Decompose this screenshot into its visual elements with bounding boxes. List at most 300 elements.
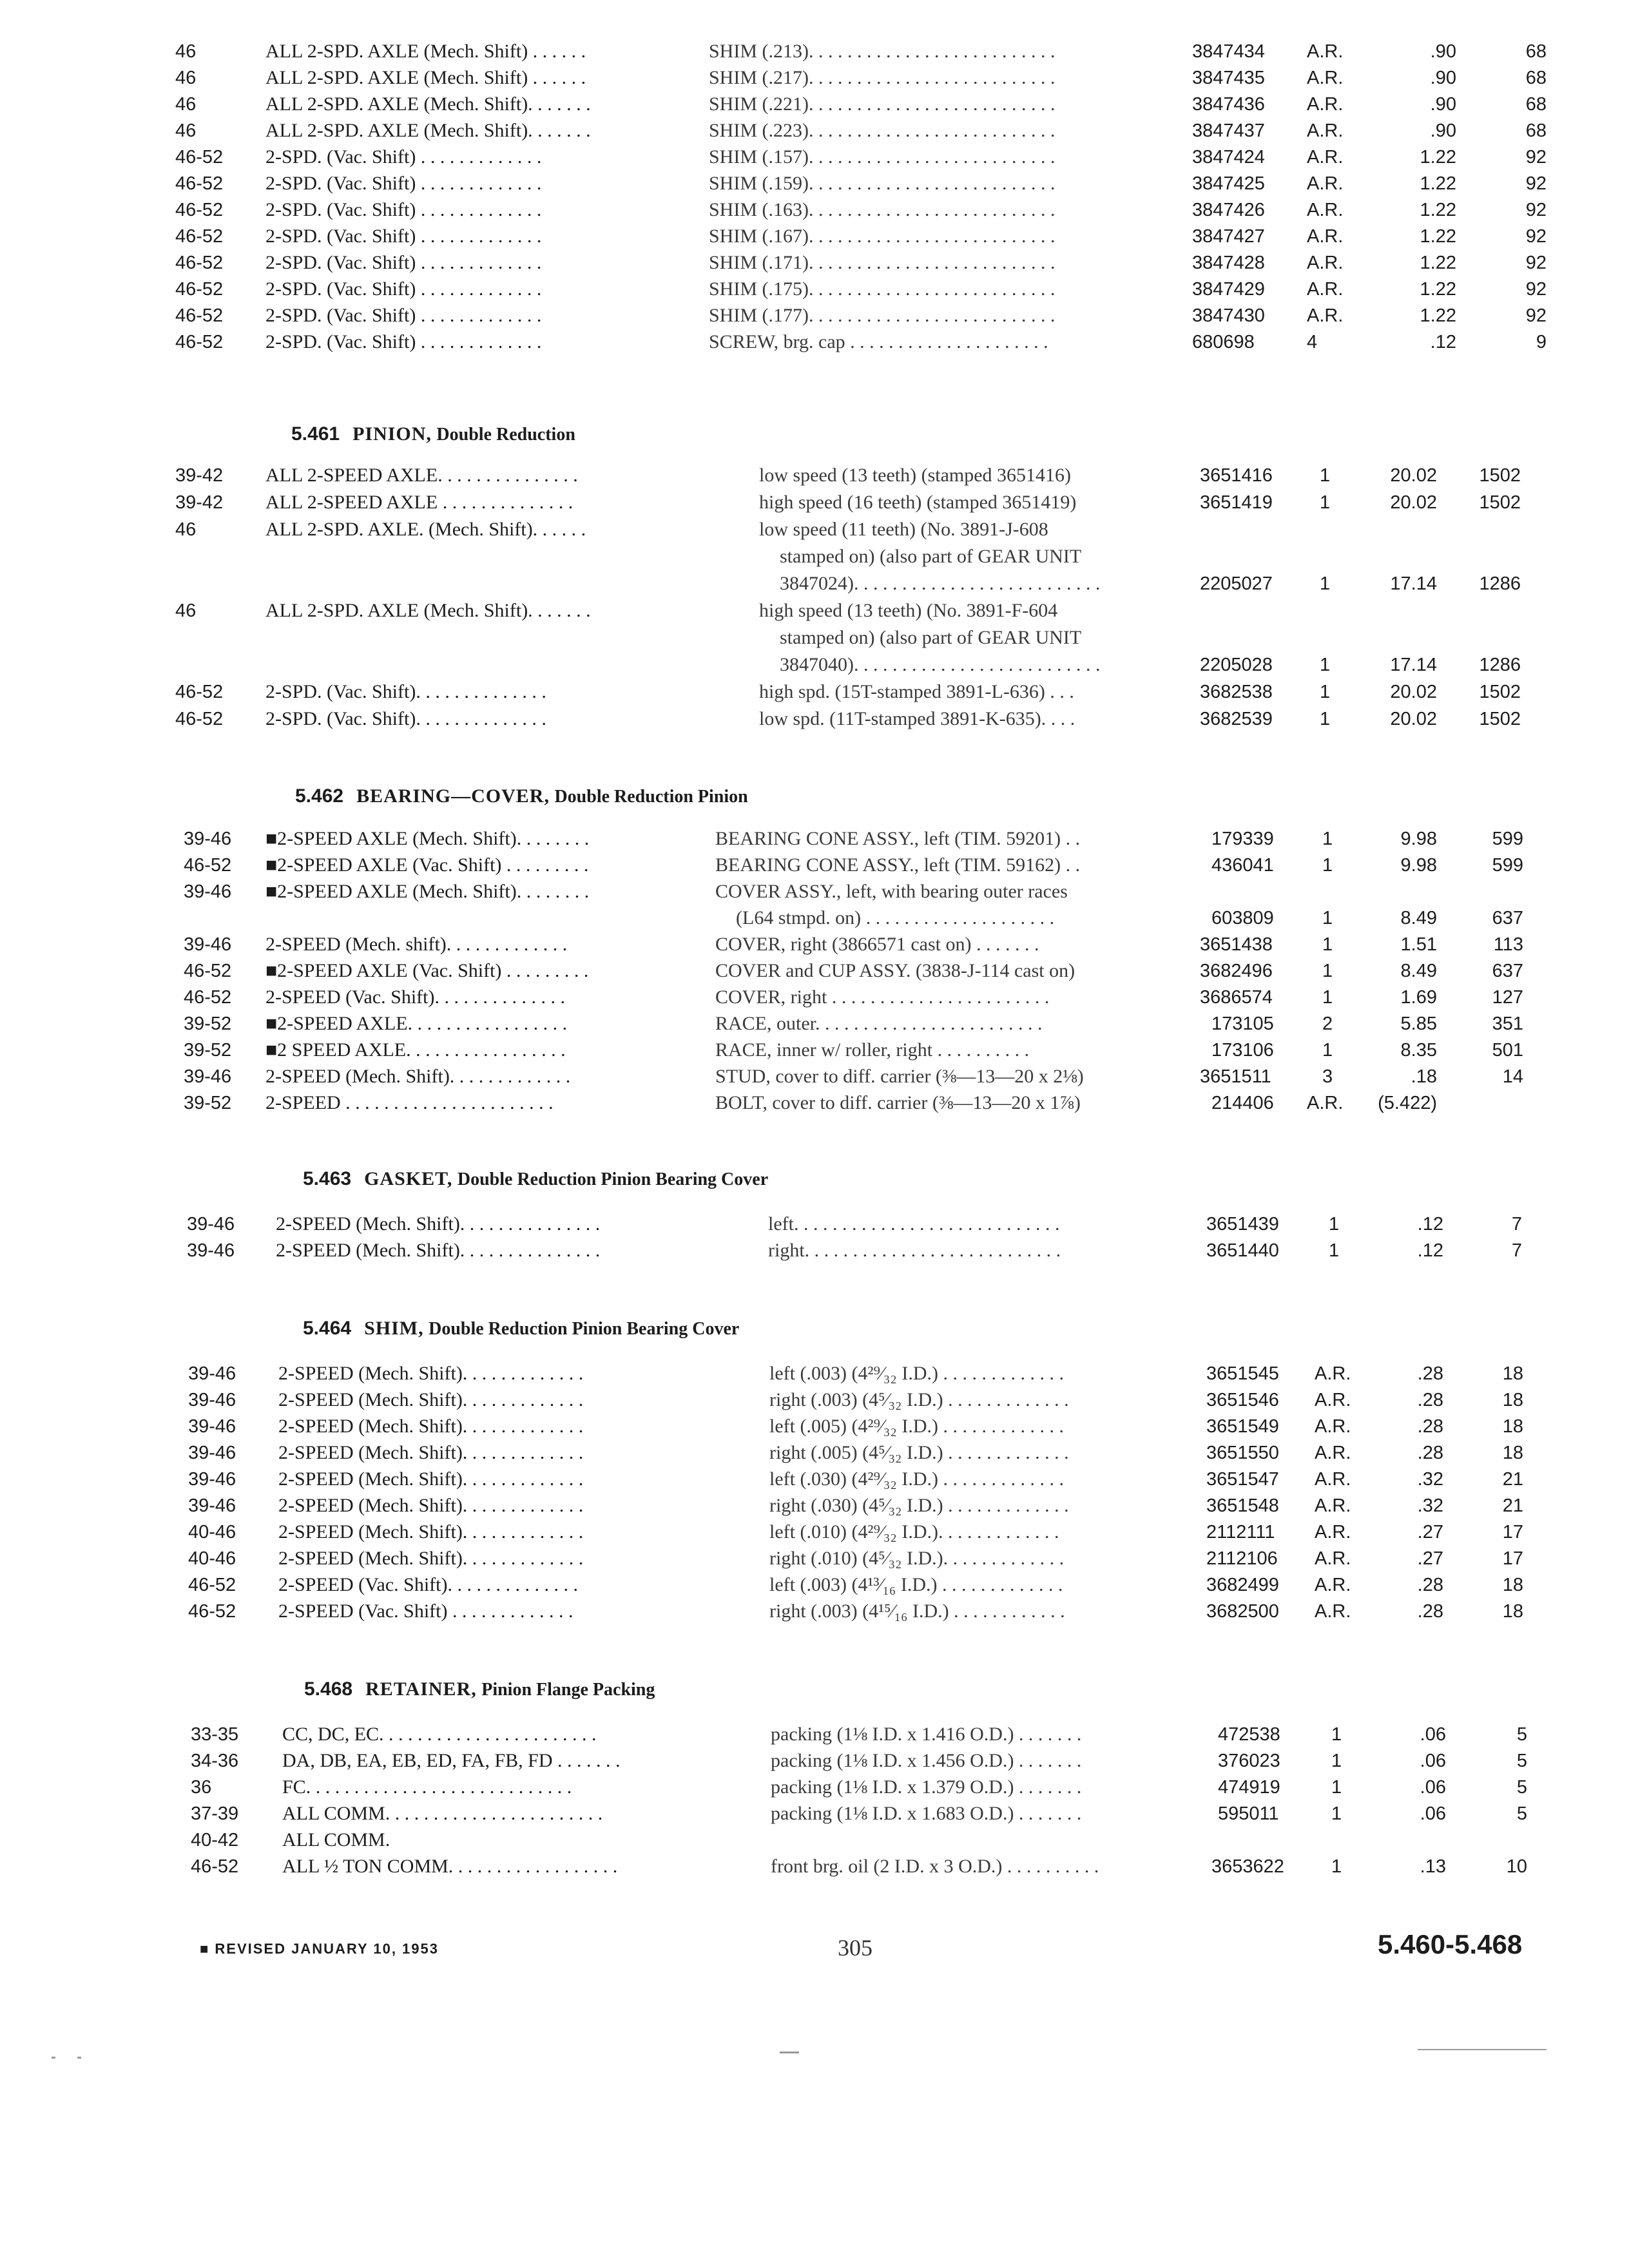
part-number-cell: 3651511 xyxy=(1200,1066,1271,1087)
points-cell: 18 xyxy=(1502,1416,1523,1437)
years-cell: 46-52 xyxy=(188,1601,236,1622)
description-cell: stamped on) (also part of GEAR UNIT xyxy=(780,546,1082,567)
part-number-cell: 3651550 xyxy=(1206,1443,1279,1463)
section-heading xyxy=(291,420,575,448)
table-row xyxy=(0,1440,1629,1466)
quantity-cell: A.R. xyxy=(1307,253,1344,273)
years-cell: 46-52 xyxy=(191,1856,239,1877)
section-range: 5.460-5.468 xyxy=(1378,1929,1523,1959)
years-cell: 46-52 xyxy=(175,147,224,168)
section-name: BEARING—COVER, xyxy=(356,785,550,807)
description-cell: right (.030) (4⁵⁄₃₂ I.D.) . . . . . . . . . . . . . xyxy=(769,1495,1069,1516)
points-cell: 637 xyxy=(1492,961,1523,981)
price-cell: 9.98 xyxy=(1400,855,1437,876)
price-cell: 1.22 xyxy=(1420,147,1456,168)
years-cell: 39-46 xyxy=(188,1495,236,1516)
table-row xyxy=(0,1238,1629,1264)
application-cell: ALL 2-SPD. AXLE. (Mech. Shift). . . . . . xyxy=(265,519,586,540)
years-cell: 46-52 xyxy=(175,682,224,702)
years-cell: 36 xyxy=(191,1777,212,1798)
description-cell: SHIM (.171). . . . . . . . . . . . . . . . . . . . . . . . . . xyxy=(709,252,1055,273)
quantity-cell: 1 xyxy=(1329,1240,1340,1261)
part-number-cell: 3847424 xyxy=(1192,147,1265,168)
price-cell: .28 xyxy=(1417,1575,1443,1595)
quantity-cell: A.R. xyxy=(1315,1443,1351,1463)
part-number-cell: 2205028 xyxy=(1200,655,1273,675)
section-heading xyxy=(303,1314,739,1343)
points-cell: 92 xyxy=(1525,226,1547,247)
table-row xyxy=(0,706,1629,732)
quantity-cell: 1 xyxy=(1320,492,1331,513)
description-cell: right. . . . . . . . . . . . . . . . . . . . . . . . . . . xyxy=(768,1240,1061,1261)
points-cell: 14 xyxy=(1502,1066,1523,1087)
part-number-cell: 3847428 xyxy=(1192,253,1265,273)
application-cell: 2-SPD. (Vac. Shift) . . . . . . . . . . . . . xyxy=(265,199,542,220)
years-cell: 46-52 xyxy=(184,961,232,981)
description-cell: STUD, cover to diff. carrier (⅜—13—20 x 2⅛) xyxy=(715,1066,1084,1087)
section-subtitle: Double Reduction Pinion Bearing Cover xyxy=(429,1319,740,1339)
description-cell: 3847040). . . . . . . . . . . . . . . . . . . . . . . . . . xyxy=(780,654,1101,675)
table-row xyxy=(0,118,1629,144)
description-cell: COVER ASSY., left, with bearing outer races xyxy=(715,881,1068,902)
years-cell: 46-52 xyxy=(175,279,224,300)
application-cell: 2-SPD. (Vac. Shift) . . . . . . . . . . . . . xyxy=(265,305,542,326)
points-cell: 21 xyxy=(1502,1495,1523,1516)
points-cell: 7 xyxy=(1511,1240,1522,1261)
description-cell: SHIM (.177). . . . . . . . . . . . . . . . . . . . . . . . . . xyxy=(709,305,1055,326)
application-cell: ■2 SPEED AXLE. . . . . . . . . . . . . . . . . xyxy=(265,1039,566,1061)
section-number: 5.462 xyxy=(295,785,344,807)
points-cell: 21 xyxy=(1502,1469,1523,1490)
section-name: GASKET, xyxy=(364,1168,453,1189)
points-cell: 127 xyxy=(1492,987,1523,1008)
part-number-cell: 603809 xyxy=(1211,908,1274,928)
points-cell: 92 xyxy=(1525,279,1547,300)
quantity-cell: 3 xyxy=(1322,1066,1333,1087)
points-cell: 599 xyxy=(1492,829,1523,849)
price-cell: 17.14 xyxy=(1390,655,1437,675)
application-cell: ALL COMM. xyxy=(282,1829,390,1850)
price-cell: .13 xyxy=(1420,1856,1446,1877)
years-cell: 39-46 xyxy=(184,829,232,849)
points-cell: 18 xyxy=(1502,1575,1523,1595)
price-cell: .27 xyxy=(1417,1548,1443,1569)
quantity-cell: A.R. xyxy=(1307,147,1344,168)
description-cell: left (.005) (4²⁹⁄₃₂ I.D.) . . . . . . . . . . . . . xyxy=(769,1416,1064,1437)
points-cell: 17 xyxy=(1502,1522,1523,1542)
table-row xyxy=(0,598,1629,624)
description-cell: RACE, inner w/ roller, right . . . . . . . . . . xyxy=(715,1039,1030,1061)
part-number-cell: 3651440 xyxy=(1206,1240,1279,1261)
description-cell: RACE, outer. . . . . . . . . . . . . . . . . . . . . . . . xyxy=(715,1013,1043,1034)
table-row xyxy=(0,1037,1629,1063)
points-cell: 1286 xyxy=(1479,573,1521,594)
years-cell: 39-46 xyxy=(184,934,232,955)
price-cell: .28 xyxy=(1417,1363,1443,1384)
part-number-cell: 3651545 xyxy=(1206,1363,1279,1384)
table-row xyxy=(0,1466,1629,1492)
part-number-cell: 3847434 xyxy=(1192,41,1265,62)
application-cell: ALL ½ TON COMM. . . . . . . . . . . . . . . . . . xyxy=(282,1856,618,1877)
price-cell: 20.02 xyxy=(1390,709,1437,729)
description-cell: left (.003) (4²⁹⁄₃₂ I.D.) . . . . . . . . . . . . . xyxy=(769,1363,1064,1384)
years-cell: 46 xyxy=(175,94,197,115)
quantity-cell: A.R. xyxy=(1315,1469,1351,1490)
application-cell: FC. . . . . . . . . . . . . . . . . . . . . . . . . . . . xyxy=(282,1776,572,1798)
description-cell: right (.003) (4⁵⁄₃₂ I.D.) . . . . . . . . . . . . . xyxy=(769,1389,1069,1410)
quantity-cell: 1 xyxy=(1320,573,1331,594)
description-cell: right (.003) (4¹⁵⁄₁₆ I.D.) . . . . . . . . . . . . xyxy=(769,1600,1065,1622)
table-row xyxy=(0,250,1629,276)
table-row xyxy=(0,144,1629,170)
price-cell: .32 xyxy=(1417,1469,1443,1490)
price-cell: 1.22 xyxy=(1420,200,1456,220)
price-cell: 20.02 xyxy=(1390,492,1437,513)
table-row xyxy=(0,39,1629,64)
quantity-cell: A.R. xyxy=(1315,1390,1351,1410)
price-cell: 1.69 xyxy=(1400,987,1437,1008)
price-cell: .06 xyxy=(1420,1777,1446,1798)
points-cell: 92 xyxy=(1525,200,1547,220)
description-cell: left (.030) (4²⁹⁄₃₂ I.D.) . . . . . . . . . . . . . xyxy=(769,1468,1064,1490)
price-cell: 1.22 xyxy=(1420,226,1456,247)
quantity-cell: 1 xyxy=(1322,987,1333,1008)
section-number: 5.461 xyxy=(291,423,340,445)
table-row xyxy=(0,852,1629,878)
years-cell: 40-46 xyxy=(188,1522,236,1542)
table-row xyxy=(0,985,1629,1010)
application-cell: 2-SPEED (Mech. Shift). . . . . . . . . . . . . xyxy=(278,1442,584,1463)
part-number-cell: 3651546 xyxy=(1206,1390,1279,1410)
points-cell: 68 xyxy=(1525,94,1547,115)
table-row xyxy=(0,91,1629,117)
price-cell: 1.22 xyxy=(1420,253,1456,273)
section-subtitle: Pinion Flange Packing xyxy=(481,1680,655,1700)
table-row xyxy=(0,1493,1629,1519)
table-row xyxy=(0,1211,1629,1237)
points-cell: 18 xyxy=(1502,1601,1523,1622)
description-cell: left (.003) (4¹³⁄₁₆ I.D.) . . . . . . . . . . . . . xyxy=(769,1574,1063,1595)
description-cell: front brg. oil (2 I.D. x 3 O.D.) . . . . . . . . . . xyxy=(771,1856,1099,1877)
quantity-cell: 4 xyxy=(1307,332,1318,352)
section-name: SHIM, xyxy=(364,1318,424,1339)
years-cell: 39-46 xyxy=(188,1390,236,1410)
price-cell: .28 xyxy=(1417,1416,1443,1437)
application-cell: ALL 2-SPD. AXLE (Mech. Shift) . . . . . . xyxy=(265,41,586,62)
points-cell: 7 xyxy=(1511,1214,1522,1235)
points-cell: 351 xyxy=(1492,1014,1523,1034)
application-cell: 2-SPEED (Mech. Shift). . . . . . . . . . . . . xyxy=(278,1363,584,1384)
part-number-cell: 3847430 xyxy=(1192,305,1265,326)
price-cell: 20.02 xyxy=(1390,465,1437,486)
years-cell: 46-52 xyxy=(175,332,224,352)
table-row xyxy=(0,171,1629,197)
price-cell: 1.22 xyxy=(1420,173,1456,194)
revised-note: ■ REVISED JANUARY 10, 1953 xyxy=(200,1941,439,1957)
price-cell: .12 xyxy=(1417,1214,1443,1235)
price-cell: 5.85 xyxy=(1400,1014,1437,1034)
section-number: 5.463 xyxy=(303,1168,352,1189)
years-cell: 46 xyxy=(175,120,197,141)
application-cell: ALL 2-SPD. AXLE (Mech. Shift). . . . . . . xyxy=(265,93,591,115)
application-cell: ■2-SPEED AXLE. . . . . . . . . . . . . . . . . xyxy=(265,1013,568,1034)
quantity-cell: A.R. xyxy=(1307,279,1344,300)
table-row xyxy=(0,1414,1629,1439)
price-cell: 1.51 xyxy=(1400,934,1437,955)
table-row xyxy=(0,958,1629,984)
points-cell: 68 xyxy=(1525,120,1547,141)
section-number: 5.464 xyxy=(303,1318,352,1339)
part-number-cell: 3682499 xyxy=(1206,1575,1279,1595)
part-number-cell: 3686574 xyxy=(1200,987,1273,1008)
part-number-cell: 3651438 xyxy=(1200,934,1273,955)
application-cell: 2-SPD. (Vac. Shift) . . . . . . . . . . . . . xyxy=(265,278,542,300)
application-cell: ALL 2-SPD. AXLE (Mech. Shift) . . . . . . xyxy=(265,67,586,88)
application-cell: 2-SPD. (Vac. Shift) . . . . . . . . . . . . . xyxy=(265,252,542,273)
part-number-cell: 474919 xyxy=(1218,1777,1280,1798)
table-row xyxy=(0,1774,1629,1800)
years-cell: 37-39 xyxy=(191,1803,239,1824)
points-cell: 5 xyxy=(1516,1803,1527,1824)
price-cell: 8.49 xyxy=(1400,961,1437,981)
description-cell: SCREW, brg. cap . . . . . . . . . . . . . . . . . . . . . xyxy=(709,331,1048,352)
points-cell: 92 xyxy=(1525,305,1547,326)
application-cell: ■2-SPEED AXLE (Vac. Shift) . . . . . . . . . xyxy=(265,854,589,876)
points-cell: 9 xyxy=(1536,332,1547,352)
application-cell: 2-SPEED (Mech. Shift). . . . . . . . . . . . . xyxy=(278,1416,584,1437)
application-cell: 2-SPEED (Vac. Shift). . . . . . . . . . . . . . xyxy=(278,1574,578,1595)
part-number-cell: 3651439 xyxy=(1206,1214,1279,1235)
part-number-cell: 3682539 xyxy=(1200,709,1273,729)
description-cell: SHIM (.223). . . . . . . . . . . . . . . . . . . . . . . . . . xyxy=(709,120,1055,141)
application-cell: 2-SPEED (Vac. Shift). . . . . . . . . . . . . . xyxy=(265,986,565,1008)
description-cell: 3847024). . . . . . . . . . . . . . . . . . . . . . . . . . xyxy=(780,573,1101,594)
table-row xyxy=(0,571,1629,597)
part-number-cell: 376023 xyxy=(1218,1751,1280,1771)
application-cell: 2-SPEED (Vac. Shift) . . . . . . . . . . . . . xyxy=(278,1600,574,1622)
part-number-cell: 3847435 xyxy=(1192,68,1265,88)
description-cell: left (.010) (4²⁹⁄₃₂ I.D.). . . . . . . . . . . . . xyxy=(769,1521,1059,1542)
table-row xyxy=(0,826,1629,852)
application-cell: CC, DC, EC. . . . . . . . . . . . . . . . . . . . . . . xyxy=(282,1724,597,1745)
points-cell: 599 xyxy=(1492,855,1523,876)
years-cell: 46 xyxy=(175,601,197,621)
description-cell: SHIM (.213). . . . . . . . . . . . . . . . . . . . . . . . . . xyxy=(709,41,1055,62)
years-cell: 33-35 xyxy=(191,1724,239,1745)
application-cell: 2-SPD. (Vac. Shift) . . . . . . . . . . . . . xyxy=(265,226,542,247)
part-number-cell: 3682500 xyxy=(1206,1601,1279,1622)
quantity-cell: A.R. xyxy=(1315,1575,1351,1595)
points-cell: 501 xyxy=(1492,1040,1523,1061)
points-cell: 92 xyxy=(1525,173,1547,194)
price-cell: .32 xyxy=(1417,1495,1443,1516)
years-cell: 46 xyxy=(175,68,197,88)
price-cell: .06 xyxy=(1420,1803,1446,1824)
quantity-cell: A.R. xyxy=(1307,305,1344,326)
price-cell: 8.49 xyxy=(1400,908,1437,928)
years-cell: 46 xyxy=(175,519,197,540)
table-row xyxy=(0,65,1629,91)
points-cell: 18 xyxy=(1502,1443,1523,1463)
description-cell: BOLT, cover to diff. carrier (⅜—13—20 x 1⅞) xyxy=(715,1092,1081,1113)
application-cell: 2-SPD. (Vac. Shift). . . . . . . . . . . . . . xyxy=(265,681,546,702)
years-cell: 46-52 xyxy=(175,253,224,273)
price-cell: .28 xyxy=(1417,1601,1443,1622)
description-cell: BEARING CONE ASSY., left (TIM. 59162) . . xyxy=(715,854,1081,876)
part-number-cell: 680698 xyxy=(1192,332,1255,352)
years-cell: 39-42 xyxy=(175,465,224,486)
quantity-cell: A.R. xyxy=(1307,200,1344,220)
quantity-cell: A.R. xyxy=(1307,226,1344,247)
table-row xyxy=(0,544,1629,570)
quantity-cell: A.R. xyxy=(1315,1548,1351,1569)
part-number-cell: 2205027 xyxy=(1200,573,1273,594)
quantity-cell: 1 xyxy=(1320,682,1331,702)
description-cell: high spd. (15T-stamped 3891-L-636) . . . xyxy=(759,681,1074,702)
description-cell: low speed (11 teeth) (No. 3891-J-608 xyxy=(759,519,1048,540)
part-number-cell: 436041 xyxy=(1211,855,1274,876)
description-cell: right (.010) (4⁵⁄₃₂ I.D.). . . . . . . . . . . . . xyxy=(769,1548,1065,1569)
application-cell: ALL 2-SPD. AXLE (Mech. Shift). . . . . . . xyxy=(265,120,591,141)
points-cell: 1502 xyxy=(1479,709,1521,729)
part-number-cell: 3847425 xyxy=(1192,173,1265,194)
quantity-cell: A.R. xyxy=(1307,41,1344,62)
part-number-cell: 3651416 xyxy=(1200,465,1273,486)
table-row xyxy=(0,517,1629,543)
table-row xyxy=(0,329,1629,355)
description-cell: packing (1⅛ I.D. x 1.683 O.D.) . . . . . . . xyxy=(771,1803,1082,1824)
part-number-cell: 3847429 xyxy=(1192,279,1265,300)
application-cell: 2-SPEED (Mech. Shift). . . . . . . . . . . . . xyxy=(278,1548,584,1569)
part-number-cell: 214406 xyxy=(1211,1093,1274,1113)
table-row xyxy=(0,1064,1629,1090)
years-cell: 39-46 xyxy=(188,1363,236,1384)
points-cell: 1502 xyxy=(1479,465,1521,486)
part-number-cell: 3651419 xyxy=(1200,492,1273,513)
years-cell: 39-42 xyxy=(175,492,224,513)
table-row xyxy=(0,490,1629,515)
table-row xyxy=(0,1722,1629,1747)
application-cell: ■2-SPEED AXLE (Vac. Shift) . . . . . . . . . xyxy=(265,960,589,981)
part-number-cell: 2112106 xyxy=(1206,1548,1278,1569)
application-cell: DA, DB, EA, EB, ED, FA, FB, FD . . . . . . . xyxy=(282,1750,621,1771)
price-cell: .18 xyxy=(1411,1066,1437,1087)
points-cell: 1286 xyxy=(1479,655,1521,675)
table-row xyxy=(0,1519,1629,1545)
application-cell: ALL 2-SPEED AXLE. . . . . . . . . . . . . . . xyxy=(265,465,578,486)
part-number-cell: 2112111 xyxy=(1206,1522,1275,1542)
description-cell: high speed (13 teeth) (No. 3891-F-604 xyxy=(759,600,1058,621)
quantity-cell: 1 xyxy=(1331,1751,1342,1771)
quantity-cell: 1 xyxy=(1322,934,1333,955)
description-cell: low speed (13 teeth) (stamped 3651416) xyxy=(759,465,1072,486)
part-number-cell: 3651549 xyxy=(1206,1416,1279,1437)
application-cell: 2-SPD. (Vac. Shift) . . . . . . . . . . . . . xyxy=(265,173,542,194)
points-cell: 68 xyxy=(1525,41,1547,62)
part-number-cell: 173105 xyxy=(1211,1014,1274,1034)
points-cell: 18 xyxy=(1502,1390,1523,1410)
price-cell: .90 xyxy=(1430,120,1456,141)
quantity-cell: A.R. xyxy=(1307,1093,1344,1113)
years-cell: 46-52 xyxy=(188,1575,236,1595)
application-cell: 2-SPEED (Mech. Shift). . . . . . . . . . . . . xyxy=(278,1521,584,1542)
points-cell: 637 xyxy=(1492,908,1523,928)
application-cell: 2-SPEED . . . . . . . . . . . . . . . . . . . . . . xyxy=(265,1092,554,1113)
application-cell: ALL 2-SPEED AXLE . . . . . . . . . . . . . . xyxy=(265,492,574,513)
quantity-cell: 1 xyxy=(1320,709,1331,729)
table-row xyxy=(0,1011,1629,1037)
description-cell: packing (1⅛ I.D. x 1.456 O.D.) . . . . . . . xyxy=(771,1750,1082,1771)
quantity-cell: 1 xyxy=(1322,855,1333,876)
table-row xyxy=(0,1599,1629,1624)
description-cell: (L64 stmpd. on) . . . . . . . . . . . . . . . . . . . . xyxy=(736,907,1055,928)
table-row xyxy=(0,197,1629,223)
part-number-cell: 3653622 xyxy=(1211,1856,1284,1877)
scan-mark xyxy=(77,2057,81,2059)
years-cell: 39-46 xyxy=(188,1469,236,1490)
quantity-cell: 1 xyxy=(1329,1214,1340,1235)
years-cell: 39-46 xyxy=(187,1240,235,1261)
quantity-cell: 1 xyxy=(1331,1856,1342,1877)
quantity-cell: 1 xyxy=(1322,1040,1333,1061)
application-cell: ■2-SPEED AXLE (Mech. Shift). . . . . . . . xyxy=(265,828,590,849)
description-cell: COVER, right . . . . . . . . . . . . . . . . . . . . . . . xyxy=(715,986,1050,1008)
description-cell: COVER, right (3866571 cast on) . . . . . . . xyxy=(715,934,1039,955)
application-cell: 2-SPD. (Vac. Shift) . . . . . . . . . . . . . xyxy=(265,146,542,168)
quantity-cell: 1 xyxy=(1331,1803,1342,1824)
quantity-cell: 1 xyxy=(1331,1777,1342,1798)
quantity-cell: 1 xyxy=(1320,465,1331,486)
application-cell: ■2-SPEED AXLE (Mech. Shift). . . . . . . . xyxy=(265,881,590,902)
section-subtitle: Double Reduction xyxy=(436,425,575,445)
points-cell: 5 xyxy=(1516,1777,1527,1798)
description-cell: high speed (16 teeth) (stamped 3651419) xyxy=(759,492,1077,513)
description-cell: SHIM (.159). . . . . . . . . . . . . . . . . . . . . . . . . . xyxy=(709,173,1055,194)
table-row xyxy=(0,1801,1629,1827)
years-cell: 39-46 xyxy=(188,1416,236,1437)
quantity-cell: A.R. xyxy=(1315,1522,1351,1542)
table-row xyxy=(0,1387,1629,1413)
table-row xyxy=(0,1827,1629,1853)
table-row xyxy=(0,1090,1629,1116)
years-cell: 39-52 xyxy=(184,1014,232,1034)
quantity-cell: A.R. xyxy=(1307,94,1344,115)
section-subtitle: Double Reduction Pinion xyxy=(554,787,748,807)
description-cell: SHIM (.221). . . . . . . . . . . . . . . . . . . . . . . . . . xyxy=(709,93,1055,115)
part-number-cell: 179339 xyxy=(1211,829,1274,849)
quantity-cell: A.R. xyxy=(1307,68,1344,88)
price-cell: .12 xyxy=(1430,332,1456,352)
description-cell: stamped on) (also part of GEAR UNIT xyxy=(780,627,1082,648)
years-cell: 46-52 xyxy=(175,173,224,194)
table-row xyxy=(0,1854,1629,1879)
section-heading xyxy=(304,1675,655,1704)
application-cell: 2-SPEED (Mech. Shift). . . . . . . . . . . . . . . xyxy=(276,1213,601,1235)
section-heading xyxy=(303,1165,768,1193)
scan-mark xyxy=(1418,2049,1547,2050)
points-cell: 1502 xyxy=(1479,492,1521,513)
years-cell: 46-52 xyxy=(184,987,232,1008)
part-number-cell: 3847426 xyxy=(1192,200,1265,220)
table-row xyxy=(0,879,1629,905)
part-number-cell: 3847427 xyxy=(1192,226,1265,247)
years-cell: 46 xyxy=(175,41,197,62)
price-cell: .90 xyxy=(1430,94,1456,115)
description-cell: packing (1⅛ I.D. x 1.416 O.D.) . . . . . . . xyxy=(771,1724,1082,1745)
part-number-cell: 173106 xyxy=(1211,1040,1274,1061)
years-cell: 39-52 xyxy=(184,1040,232,1061)
price-cell: 17.14 xyxy=(1390,573,1437,594)
